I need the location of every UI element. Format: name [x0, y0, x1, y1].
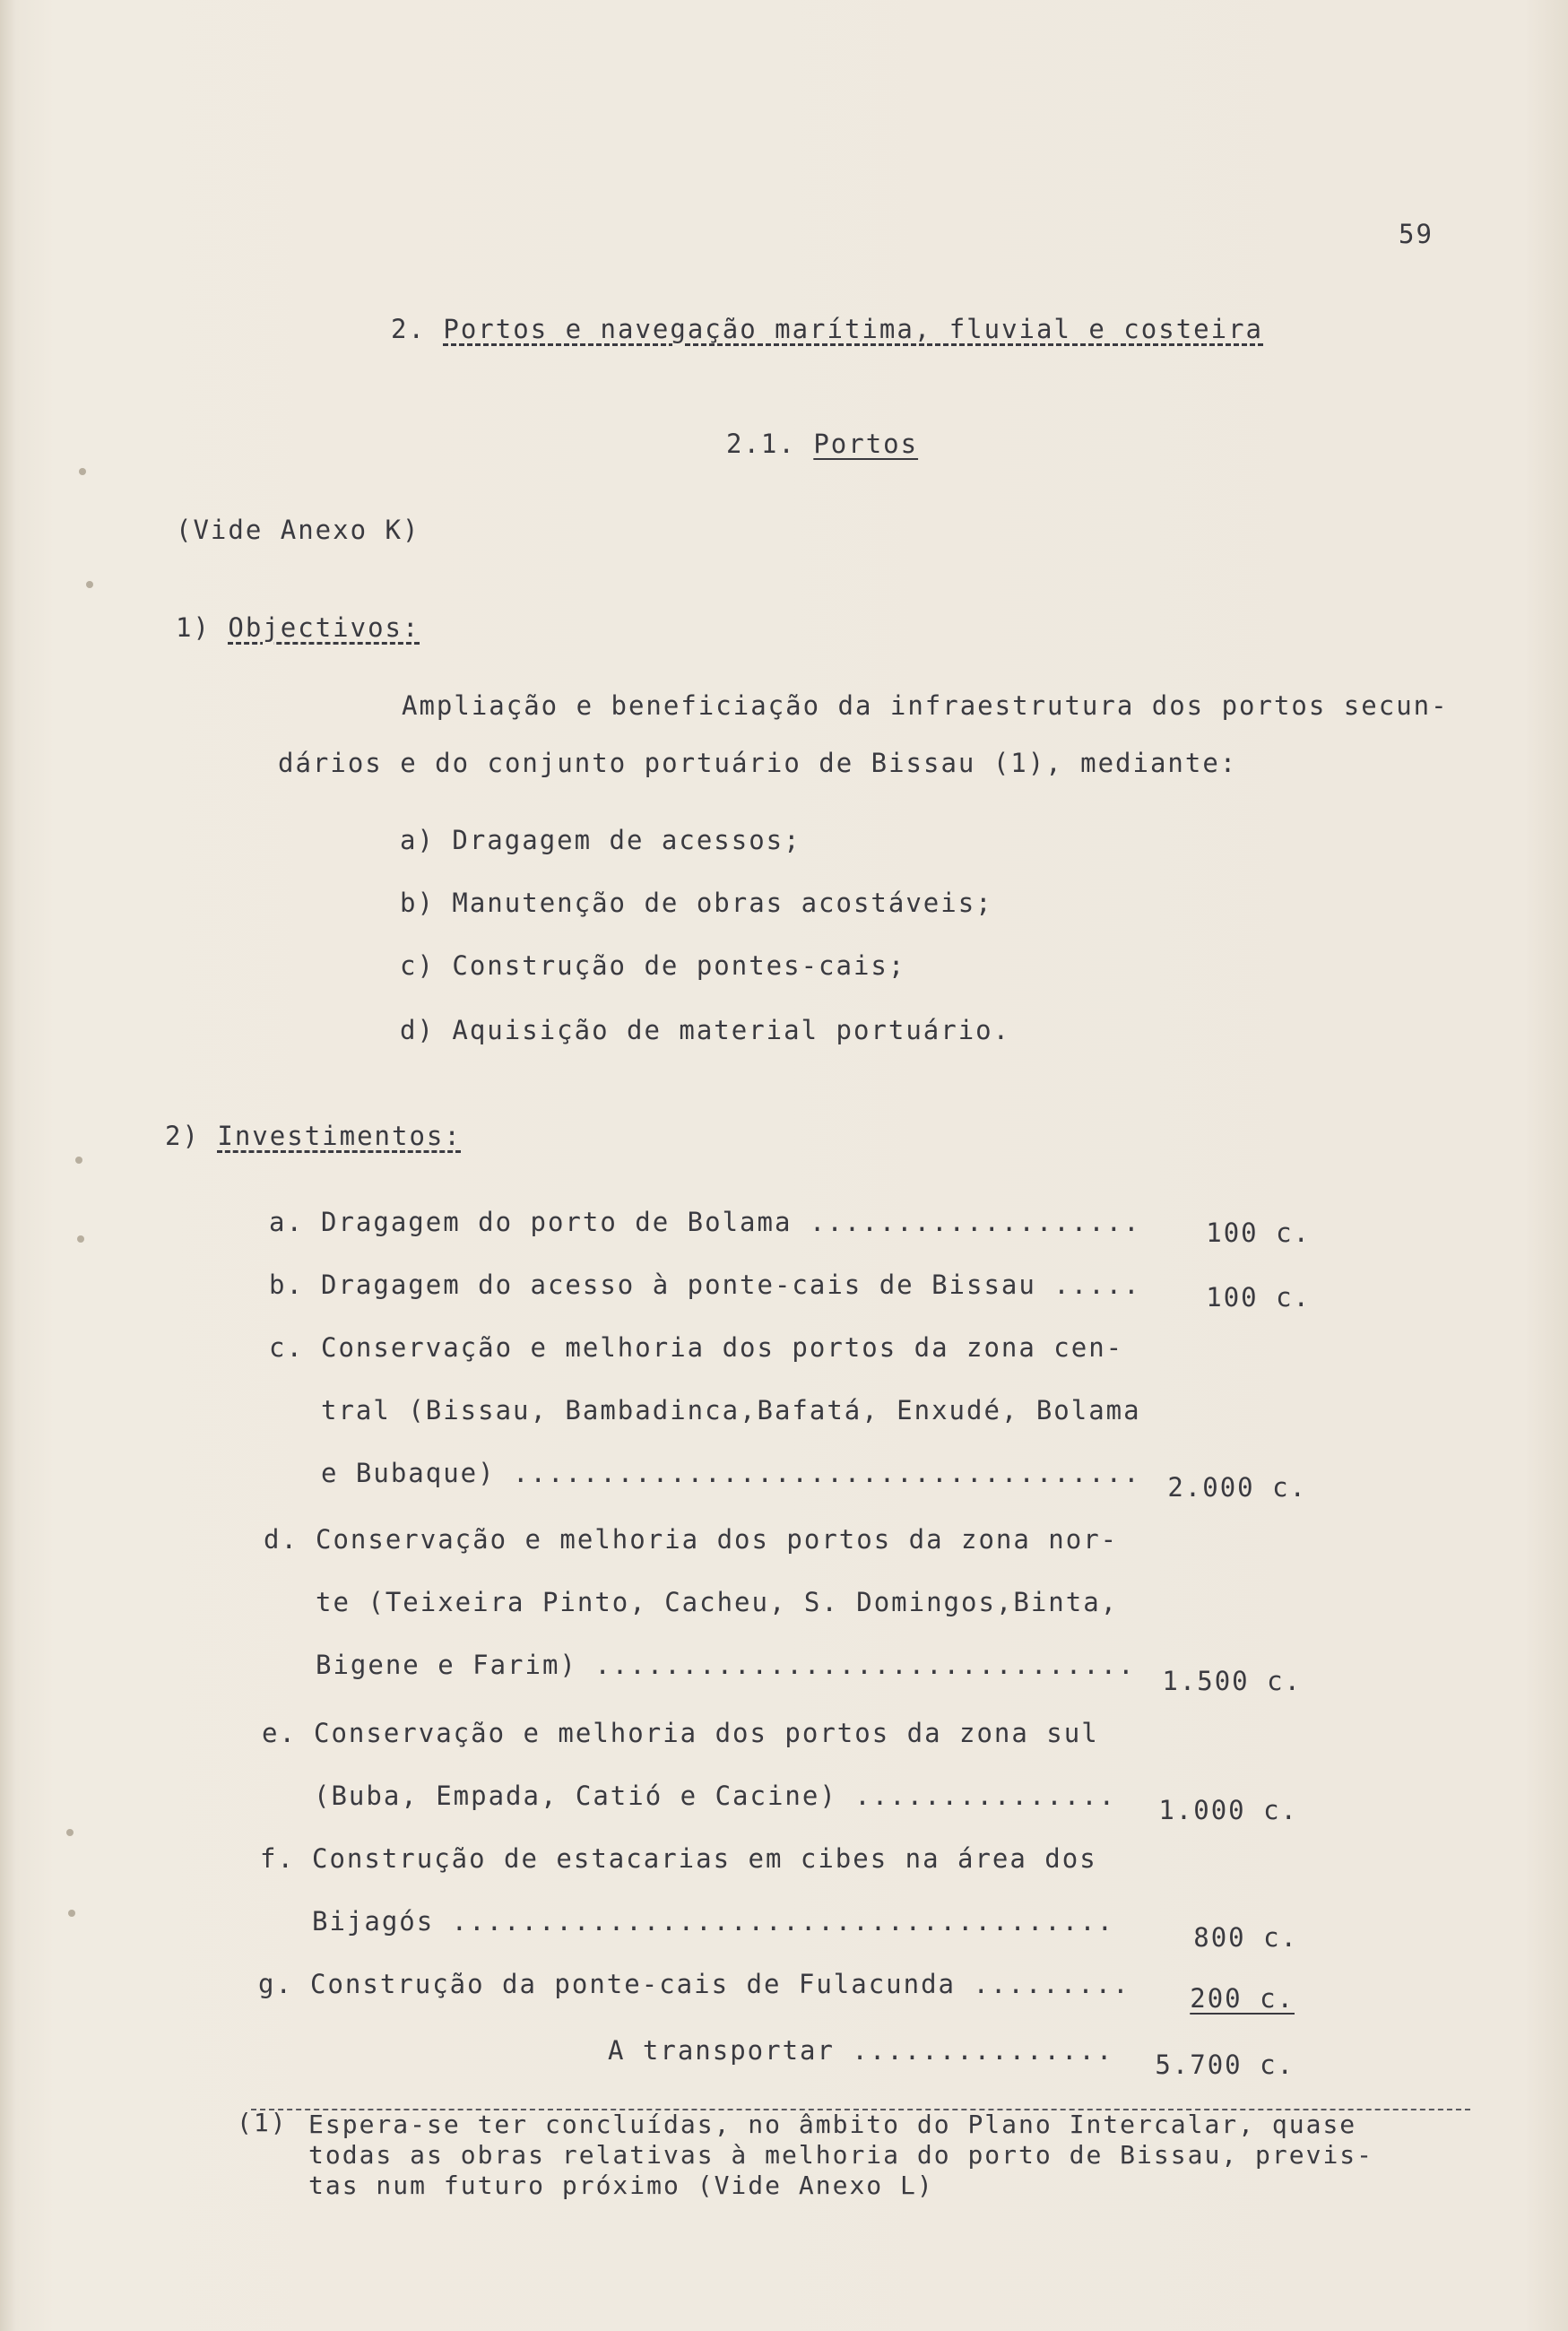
section-title: Portos e navegação marítima, fluvial e costeira	[443, 314, 1263, 344]
objective-item: b) Manutenção de obras acostáveis;	[400, 888, 993, 918]
investment-amount: 100 c.	[1206, 1217, 1311, 1248]
margin-speck	[75, 1157, 82, 1164]
margin-speck	[79, 468, 86, 475]
annex-reference: (Vide Anexo K)	[176, 515, 420, 545]
objectives-number: 1)	[176, 612, 211, 643]
footnote-line: Espera-se ter concluídas, no âmbito do Plano Intercalar, quase	[308, 2110, 1357, 2139]
objectives-heading	[176, 612, 420, 643]
objectives-text-line-1: Ampliação e beneficiação da infraestrutura dos portos secun-	[402, 690, 1449, 721]
section-heading	[391, 314, 1263, 344]
carry-forward-label: A transportar ...............	[608, 2035, 1114, 2066]
investments-title: Investimentos:	[217, 1121, 462, 1151]
investment-amount: 200 c.	[1190, 1983, 1295, 2014]
section-number: 2.	[391, 314, 426, 344]
investment-amount: 1.000 c.	[1158, 1795, 1298, 1825]
investment-amount: 1.500 c.	[1162, 1666, 1302, 1696]
investment-amount: 100 c.	[1206, 1282, 1311, 1313]
objectives-text-line-2: dários e do conjunto portuário de Bissau (1), mediante:	[278, 748, 1238, 778]
objective-item: a) Dragagem de acessos;	[400, 825, 801, 855]
subsection-heading	[726, 429, 918, 459]
objective-item: c) Construção de pontes-cais;	[400, 950, 906, 981]
objectives-title: Objectivos:	[228, 612, 420, 643]
objective-item: d) Aquisição de material portuário.	[400, 1015, 1011, 1045]
footnote-line: todas as obras relativas à melhoria do porto de Bissau, previs-	[308, 2140, 1374, 2170]
document-page: 59 2. Portos e navegação marítima, fluvial e costeira 2.1. Portos (Vide Anexo K) 1) Objectivos: Ampliação e beneficiação da infraestrutura dos portos secun- dários e do conjunto portuário de Bissau (1), mediante: a) Dragagem de acessos; b) Manutenção de obras acostáveis; c) Construção de pontes-cais; d) Aquisição de material portuário. 2) Investimentos: a. Dragagem do porto de Bolama ................... 100 c. b. Dragagem do acesso à ponte-cais de Bissau ..... 100 c. c. Conservação e melhoria dos portos da zona cen- tral (Bissau, Bambadinca,Bafatá, Enxudé, Bolama e Bubaque) .................................... 2.000 c. d. Conservação e melhoria dos portos da zona nor- te (Teixeira Pinto, Cacheu, S. Domingos,Binta, Bigene e Farim) ............................... 1.500 c. e. Conservação e melhoria dos portos da zona sul (Buba, Empada, Catió e Cacine) ............... 1.000 c. f. Construção de estacarias em cibes na área dos Bijagós ...................................... 800 c. g. Construção da ponte-cais de Fulacunda ......... 200 c. A transportar ............... 5.700 c. (1) Espera-se ter concluídas, no âmbito do Plano Intercalar, quase todas as obras relativas à melhoria do porto de Bissau, previs- tas num futuro próximo (Vide Anexo L)	[0, 0, 1568, 2331]
subsection-number: 2.1.	[726, 429, 796, 459]
page-number: 59	[1399, 219, 1434, 249]
subsection-title: Portos	[813, 429, 919, 459]
margin-speck	[66, 1829, 74, 1836]
carry-forward-amount: 5.700 c.	[1155, 2049, 1295, 2080]
margin-speck	[86, 581, 93, 588]
investments-heading	[165, 1121, 462, 1151]
investments-number: 2)	[165, 1121, 200, 1151]
margin-speck	[77, 1235, 84, 1243]
investment-amount: 2.000 c.	[1167, 1472, 1307, 1503]
footnote-marker: (1)	[237, 2108, 288, 2137]
footnote-line: tas num futuro próximo (Vide Anexo L)	[308, 2171, 934, 2200]
investment-amount: 800 c.	[1193, 1922, 1298, 1953]
margin-speck	[68, 1910, 75, 1917]
